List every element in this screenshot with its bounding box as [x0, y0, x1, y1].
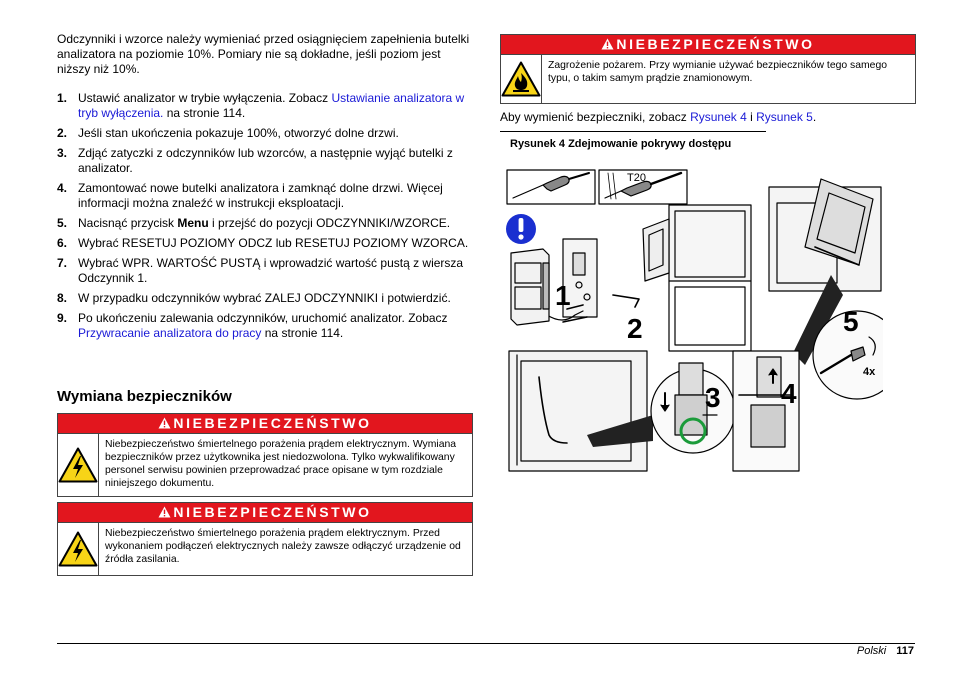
- link-figure-4[interactable]: Rysunek 4: [690, 110, 747, 124]
- access-cover-removal-illustration: [503, 165, 883, 477]
- step-2: 2. Jeśli stan ukończenia pokazuje 100%, otworzyć dolne drzwi.: [57, 126, 399, 140]
- flat-screwdriver-icon: [513, 173, 589, 198]
- danger-box-fire: NIEBEZPIECZEŃSTWO Zagrożenie pożarem. Przy wymianie używać bezpieczników tego samego typu, o takim samym prądzie znamionowym.: [500, 34, 916, 104]
- qty-label: 4x: [863, 366, 876, 378]
- step-label-1: 1: [555, 280, 571, 311]
- step-8: 8. W przypadku odczynników wybrać ZALEJ ODCZYNNIKI i potwierdzić.: [57, 291, 451, 305]
- fitting-detail-4: [733, 351, 799, 471]
- fuse-reference-line: Aby wymienić bezpieczniki, zobacz Rysunek 4 i Rysunek 5.: [500, 110, 817, 124]
- intro-paragraph: Odczynniki i wzorce należy wymieniać przed osiągnięciem zapełnienia butelki analizatora na poziomie 10%. Pomiary nie są dokładne, jeśli poziom jest niższy niż 10%.: [57, 32, 470, 76]
- fitting-detail-3: [651, 363, 735, 453]
- section-title: Wymiana bezpieczników: [57, 388, 232, 405]
- step-label-4: 4: [781, 378, 797, 409]
- analyzer-small-front: [511, 249, 549, 325]
- danger-box-shock-2: NIEBEZPIECZEŃSTWO Niebezpieczeństwo śmiertelnego porażenia prądem elektrycznym. Przed wykonaniem podłączeń elektrycznych należy zawsze odłączyć urządzenie od źródła zasilania.: [57, 502, 473, 576]
- page-number: 117: [896, 645, 914, 657]
- step-7: 7. Wybrać WPR. WARTOŚĆ PUSTĄ i wprowadzić wartość pustą z wiersza Odczynnik 1.: [57, 256, 464, 285]
- analyzer-fuse-hatch: [509, 351, 647, 471]
- step-5: 5. Nacisnąć przycisk Menu i przejść do pozycji ODCZYNNIKI/WZORCE.: [57, 216, 451, 230]
- analyzer-cover-lifted: [769, 179, 881, 291]
- step-label-2: 2: [627, 313, 643, 344]
- footer-rule: [57, 643, 915, 644]
- step-9: 9. Po ukończeniu zalewania odczynników, uruchomić analizator. Zobacz Przywracanie analizatora do pracy na stronie 114.: [57, 311, 448, 340]
- danger-box-shock-1: NIEBEZPIECZEŃSTWO Niebezpieczeństwo śmiertelnego porażenia prądem elektrycznym. Wymiana bezpieczników przez użytkownika jest niedozwolona. Tylko wykwalifikowany personel serwisu powinien przeprowadzać prace opisane w tym rozdziale niniejszego dokumentu.: [57, 413, 473, 497]
- link-figure-5[interactable]: Rysunek 5: [756, 110, 813, 124]
- step-6: 6. Wybrać RESETUJ POZIOMY ODCZ lub RESETUJ POZIOMY WZORCA.: [57, 236, 469, 250]
- step-1: 1. Ustawić analizator w trybie wyłączenia. Zobacz Ustawianie analizatora w tryb wyłączenia. na stronie 114.: [57, 91, 465, 120]
- fire-hazard-icon: [501, 55, 542, 103]
- page-footer: [857, 644, 914, 659]
- procedure-steps: [57, 91, 472, 346]
- warning-triangle-icon: [158, 504, 171, 523]
- electric-shock-icon: [58, 523, 99, 575]
- footer-language: Polski: [856, 645, 887, 657]
- step-label-5: 5: [843, 306, 859, 337]
- step-label-3: 3: [705, 382, 721, 413]
- link-return-to-operation[interactable]: Przywracanie analizatora do pracy: [78, 326, 262, 340]
- danger-header: NIEBEZPIECZEŃSTWO: [501, 35, 915, 55]
- step-3: 3. Zdjąć zatyczki z odczynników lub wzorców, a następnie wyjąć butelki z analizator.: [57, 146, 453, 175]
- warning-triangle-icon: [158, 415, 171, 434]
- danger-header: NIEBEZPIECZEŃSTWO: [58, 414, 472, 434]
- danger-header: NIEBEZPIECZEŃSTWO: [58, 503, 472, 523]
- tool-label-t20: T20: [627, 172, 646, 184]
- warning-triangle-icon: [601, 36, 614, 55]
- step-4: 4. Zamontować nowe butelki analizatora i zamknąć dolne drzwi. Więcej informacji można znaleźć w instrukcji eksploatacji.: [57, 181, 443, 210]
- electric-shock-icon: [58, 434, 99, 496]
- figure-top-rule: [500, 131, 766, 132]
- link-shutdown-mode[interactable]: Ustawianie analizatora w tryb wyłączenia.: [78, 91, 465, 120]
- figure-caption: Rysunek 4 Zdejmowanie pokrywy dostępu: [510, 138, 732, 150]
